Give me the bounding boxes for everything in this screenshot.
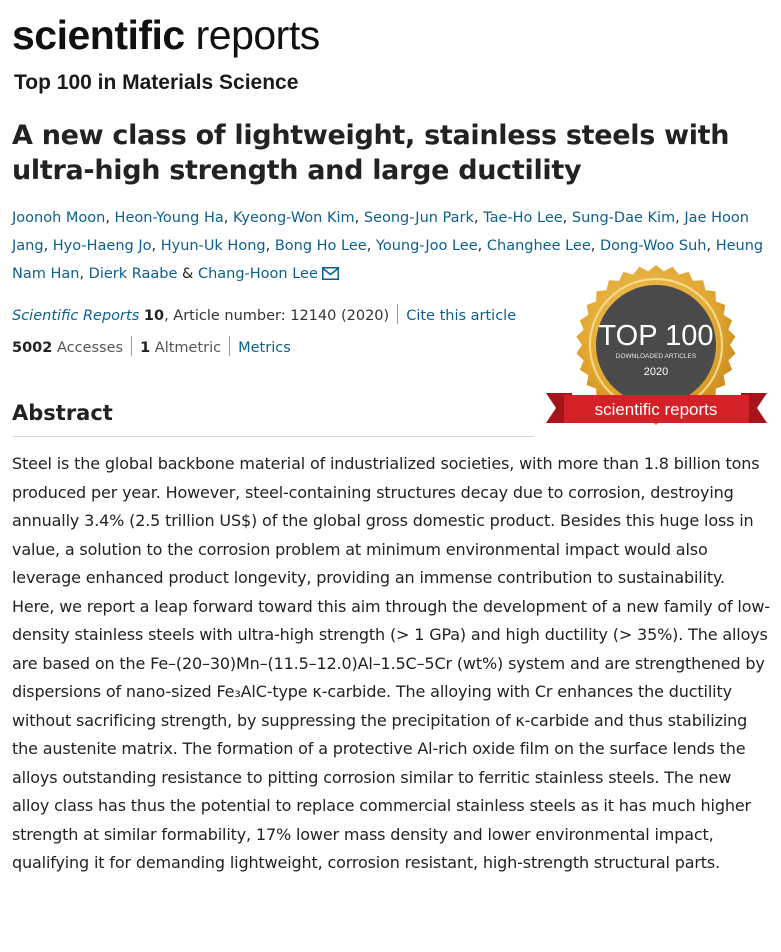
author-link[interactable]: Heung Nam Han	[12, 238, 764, 282]
author-link[interactable]: Joonoh Moon	[12, 210, 106, 226]
badge-ribbon-text: scientific reports	[594, 400, 718, 419]
journal-logo-bold: scientific	[12, 12, 185, 58]
author-link[interactable]: Hyun-Uk Hong	[160, 238, 266, 254]
abstract-text: Steel is the global backbone material of industrialized societies, with more than 1.8 billion tons produced per year. However, steel-containing structures decay due to corrosion, destroying annually 3.4% (2.5 trillion US$) of the global gross domestic product. Besides this huge loss in value, a solution to the corrosion problem at minimum environmental impact would also leverage enhanced product longevity, providing an immense contribution to sustainability. Here, we report a leap forward toward this aim through the development of a new family of low-density stainless steels with ultra-high strength (> 1 GPa) and high ductility (> 35%). The alloys are based on the Fe–(20–30)Mn–(11.5–12.0)Al–1.5C–5Cr (wt%) system and are strengthened by dispersions of nano-sized Fe₃AlC-type κ-carbide. The alloying with Cr enhances the ductility without sacrificing strength, by suppressing the precipitation of κ-carbide and thus stabilizing the austenite matrix. The formation of a protective Al-rich oxide film on the surface lends the alloys outstanding resistance to pitting corrosion similar to ferritic stainless steels. The new alloy class has thus the potential to replace commercial stainless steels as it has much higher strength at similar formability, 17% lower mass density and lower environmental impact, qualifying it for demanding lightweight, corrosion resistant, high-strength structural parts.	[12, 454, 770, 872]
author-link[interactable]: Seong-Jun Park	[363, 210, 474, 226]
author-link[interactable]: Hyo-Haeng Jo	[52, 238, 152, 254]
altmetric-label: Altmetric	[154, 340, 222, 356]
article-info: , Article number: 12140 (2020)	[164, 308, 390, 324]
accesses-label: Accesses	[56, 340, 124, 356]
journal-logo-light: reports	[184, 12, 320, 58]
author-link[interactable]: Chang-Hoon Lee	[197, 266, 318, 282]
mail-icon[interactable]	[322, 267, 339, 280]
author-link[interactable]: Jae Hoon Jang	[12, 210, 749, 254]
top-100-badge	[544, 265, 769, 440]
collection-label: Top 100 in Materials Science	[14, 71, 299, 94]
divider	[229, 336, 230, 356]
author-link[interactable]: Dong-Woo Suh	[600, 238, 707, 254]
author-link[interactable]: Bong Ho Lee	[274, 238, 367, 254]
volume-number: 10	[143, 308, 165, 324]
badge-sub-text: DOWNLOADED ARTICLES	[615, 353, 697, 360]
author-link[interactable]: Dierk Raabe	[88, 266, 178, 282]
divider	[397, 304, 398, 324]
author-names: Joonoh Moon, Heon-Young Ha, Kyeong-Won Kim, Seong-Jun Park, Tae-Ho Lee, Sung-Dae Kim, Jae Hoon Jang, Hyo-Haeng Jo, Hyun-Uk Hong, Bong Ho Lee, Young-Joo Lee, Changhee Lee, Dong-Woo Suh, Heung Nam Han, Dierk Raabe & Chang-Hoon Lee	[12, 210, 764, 282]
badge-top-text: TOP 100	[598, 320, 714, 352]
article-title: A new class of lightweight, stainless steels with ultra-high strength and large ductility	[12, 120, 730, 186]
cite-article-link[interactable]: Cite this article	[406, 308, 517, 324]
abstract-heading: Abstract	[12, 401, 113, 425]
altmetric-count: 1	[140, 340, 151, 356]
journal-logo[interactable]	[12, 10, 320, 60]
journal-name[interactable]: Scientific Reports	[12, 308, 140, 324]
author-link[interactable]: Sung-Dae Kim	[571, 210, 676, 226]
accesses-count: 5002	[12, 340, 53, 356]
metrics-line	[12, 336, 291, 359]
citation-line	[12, 304, 516, 327]
author-link[interactable]: Changhee Lee	[486, 238, 591, 254]
author-link[interactable]: Kyeong-Won Kim	[232, 210, 355, 226]
author-link[interactable]: Young-Joo Lee	[375, 238, 478, 254]
metrics-link[interactable]: Metrics	[238, 340, 291, 356]
badge-year-text: 2020	[643, 366, 669, 378]
abstract-divider	[12, 436, 534, 437]
author-link[interactable]: Tae-Ho Lee	[483, 210, 563, 226]
author-link[interactable]: Heon-Young Ha	[114, 210, 224, 226]
divider	[131, 336, 132, 356]
